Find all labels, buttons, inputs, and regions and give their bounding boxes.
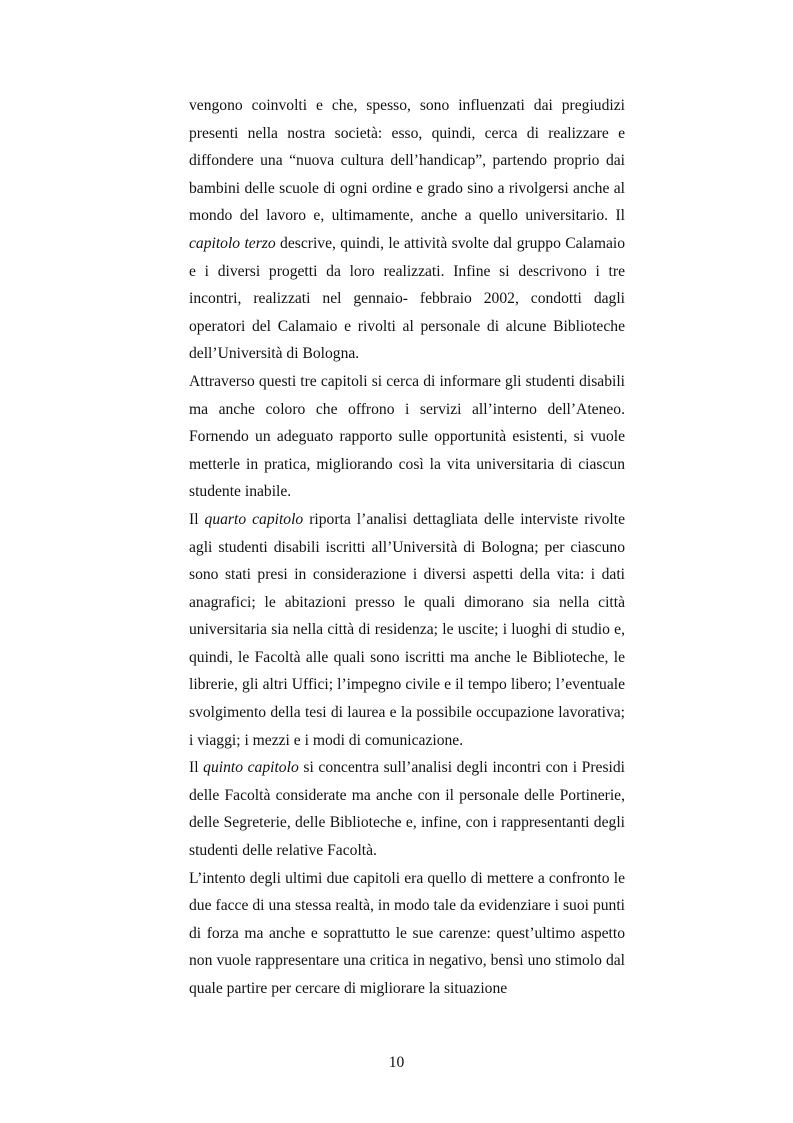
paragraph-last-chapters-intent: [189, 865, 625, 1003]
text-segment: Il: [189, 759, 204, 777]
paragraph-chapter-four: [189, 506, 625, 754]
text-segment: riporta l’analisi dettagliata delle interviste rivolte agli studenti disabili iscritti all’Università di Bologna; per ciascuno sono stati presi in considerazione i diversi aspetti della vita: i dati anagrafici; le abitazioni presso le quali dimorano sia nella città universitaria sia nella città di residenza; le uscite; i luoghi di studio e, quindi, le Facoltà alle quali sono iscritti ma anche le Biblioteche, le librerie, gli altri Uffici; l’impegno civile e il tempo libero; l’eventuale svolgimento della tesi di laurea e la possibile occupazione lavorativa; i viaggi; i mezzi e i modi di comunicazione.: [189, 510, 625, 749]
text-segment: si concentra sull’analisi degli incontri con i Presidi delle Facoltà considerate ma anche con il personale delle Portinerie, delle Segreterie, delle Biblioteche e, infine, con i rappresentanti degli studenti delle relative Facoltà.: [189, 759, 626, 860]
emphasis-quinto-capitolo: quinto capitolo: [203, 759, 299, 777]
body-text: [189, 92, 625, 1003]
paragraph-chapter-three: [189, 92, 625, 368]
paragraph-chapter-five: [189, 754, 625, 864]
page-number: 10: [388, 1054, 405, 1071]
text-segment: descrive, quindi, le attività svolte dal gruppo Calamaio e i diversi progetti da loro realizzati. Infine si descrivono i tre incontri, realizzati nel gennaio- febbraio 2002, condotti dagli operatori del Calamaio e rivolti al personale di alcune Biblioteche dell’Università di Bologna.: [189, 234, 625, 363]
text-segment: Attraverso questi tre capitoli si cerca di informare gli studenti disabili ma anche coloro che offrono i servizi all’interno dell’Ateneo. Fornendo un adeguato rapporto sulle opportunità esistenti, si vuole metterle in pratica, migliorando così la vita universitaria di ciascun studente inabile.: [189, 372, 625, 501]
text-segment: Il: [189, 510, 205, 528]
text-segment: vengono coinvolti e che, spesso, sono influenzati dai pregiudizi presenti nella nostra società: esso, quindi, cerca di realizzare e diffondere una “nuova cultura dell’handicap”, partendo proprio dai bambini delle scuole di ogni ordine e grado sino a rivolgersi anche al mondo del lavoro e, ultimamente, anche a quello universitario. Il: [189, 97, 625, 225]
emphasis-capitolo-terzo: capitolo terzo: [189, 234, 276, 252]
paragraph-overview: [189, 368, 625, 506]
text-segment: L’intento degli ultimi due capitoli era quello di mettere a confronto le due facce di una stessa realtà, in modo tale da evidenziare i suoi punti di forza ma anche e soprattutto le sue carenze: quest’ultimo aspetto non vuole rappresentare una critica in negativo, bensì uno stimolo dal quale partire per cercare di migliorare la situazione: [189, 869, 625, 997]
emphasis-quarto-capitolo: quarto capitolo: [204, 510, 304, 528]
